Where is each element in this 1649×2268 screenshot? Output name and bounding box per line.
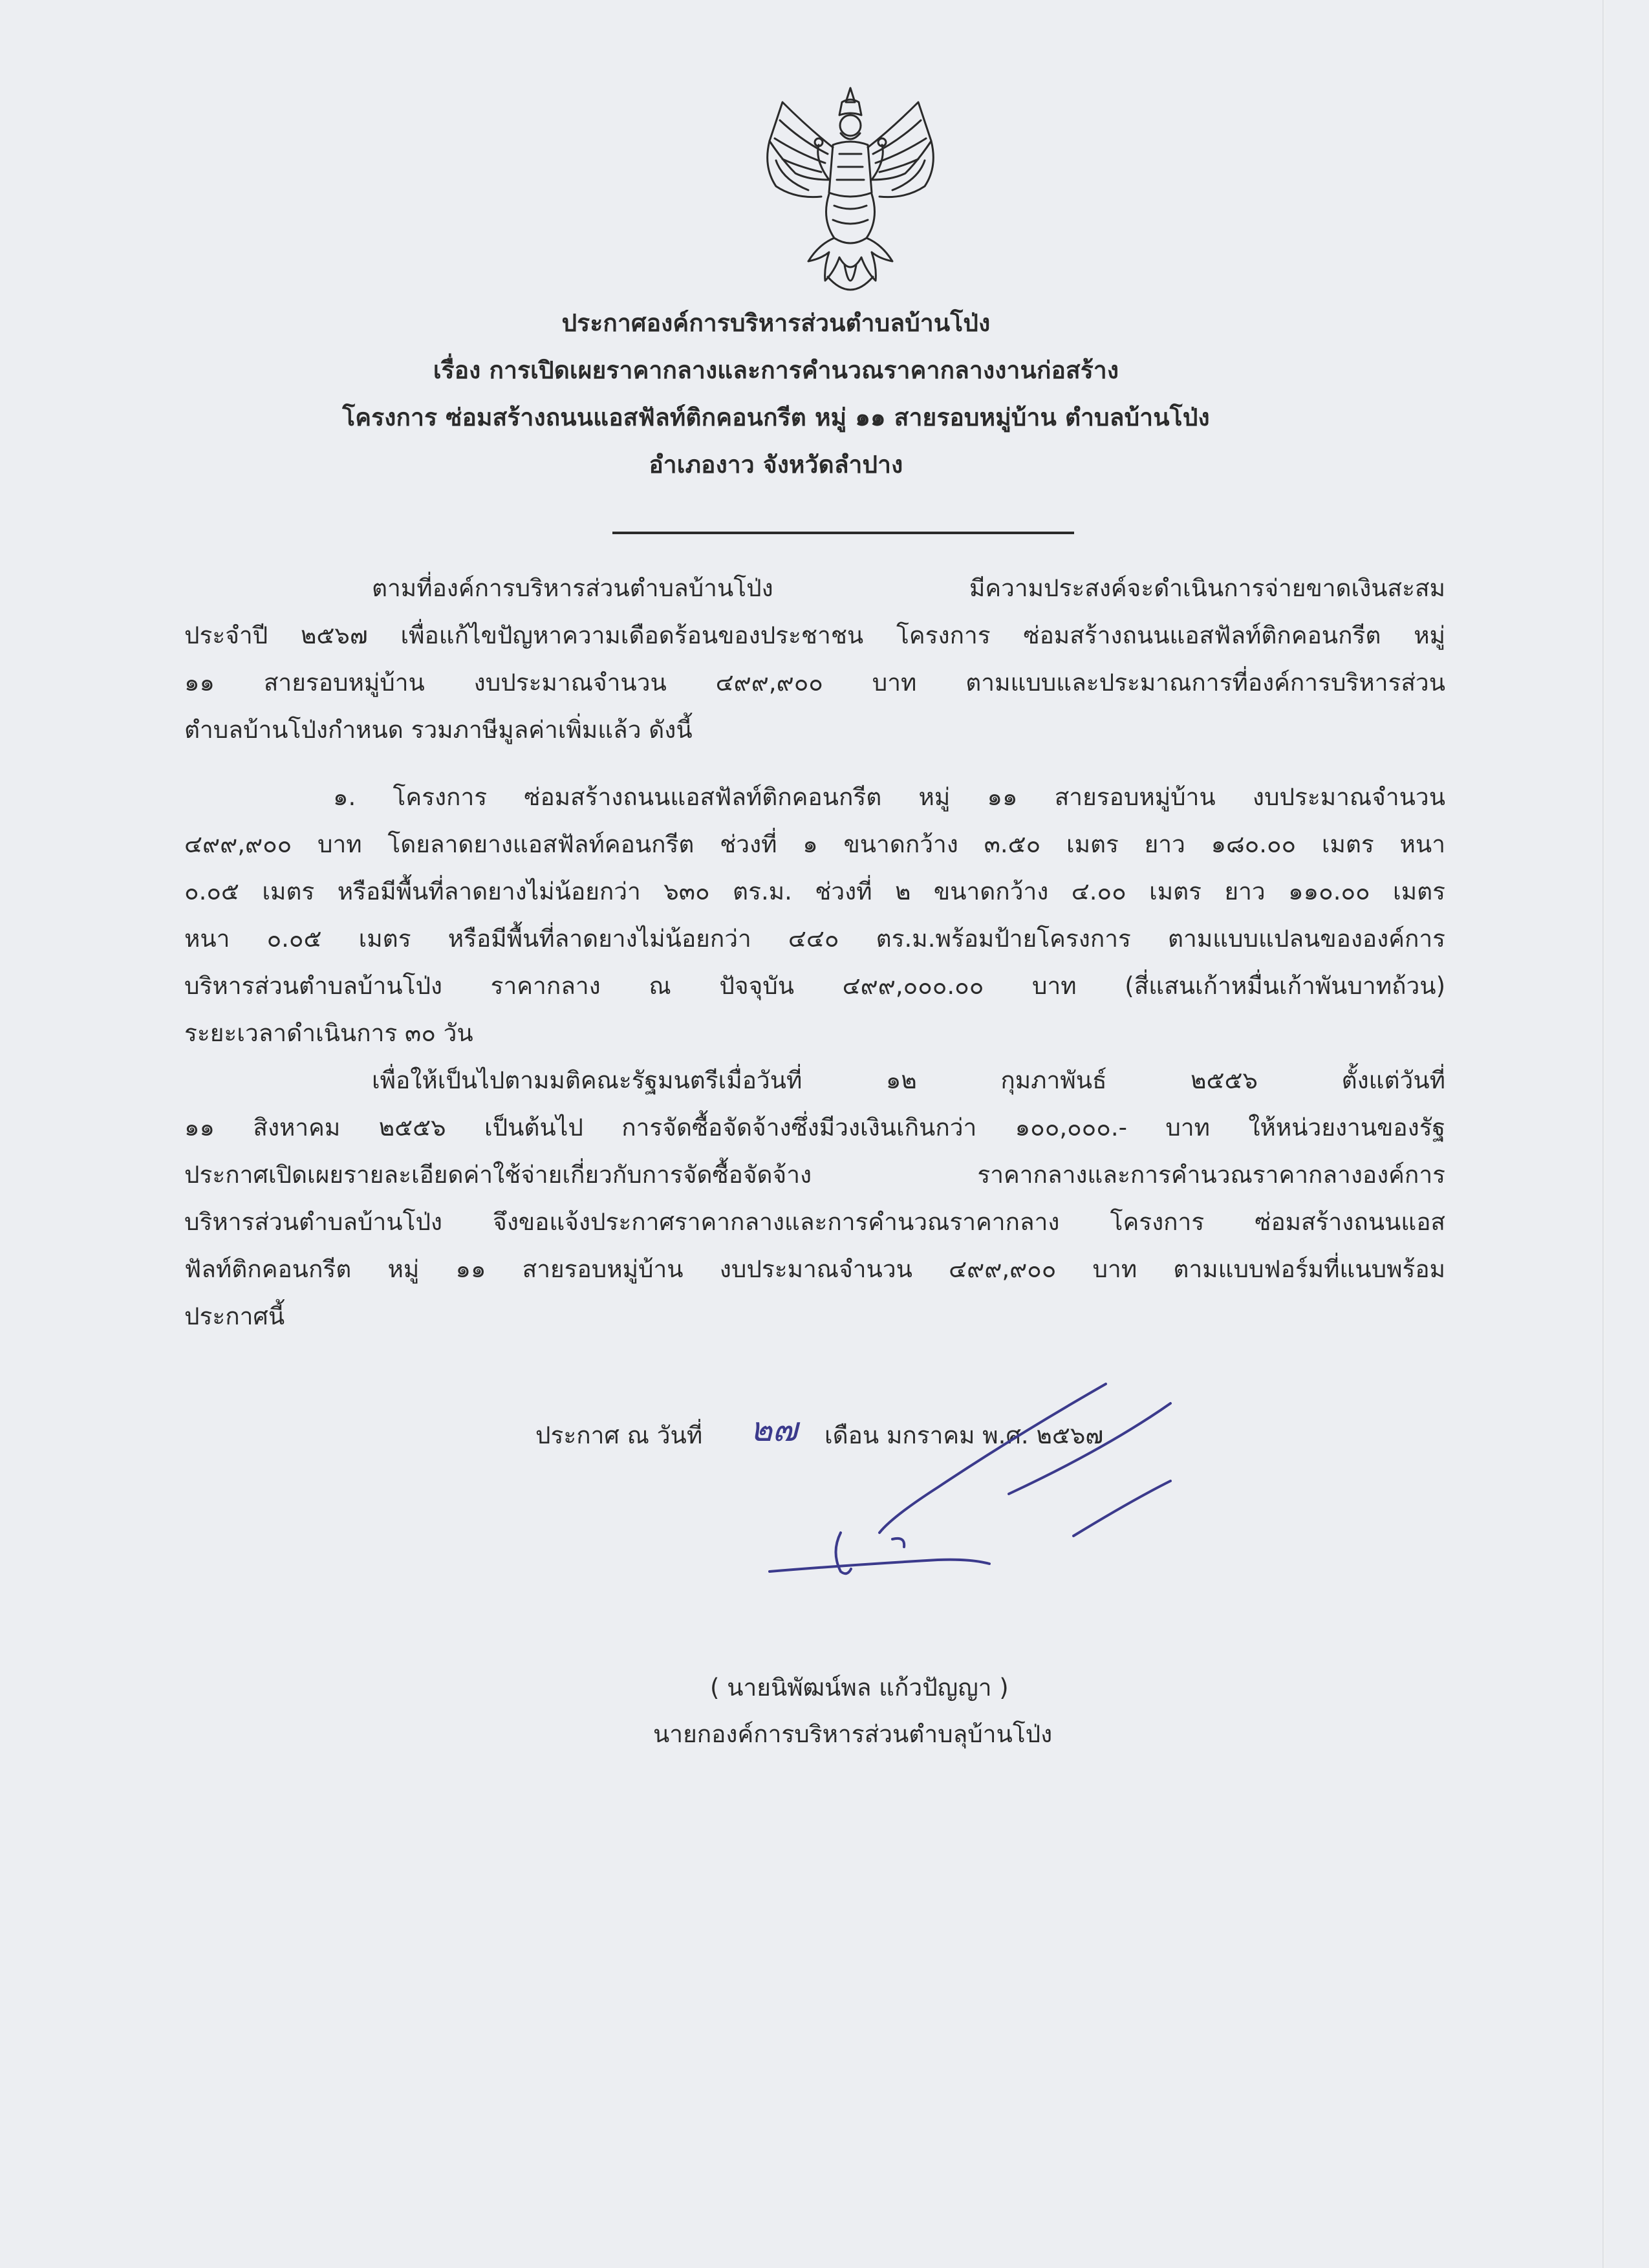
- handwritten-day: ๒๗: [750, 1410, 798, 1449]
- body-line: ๑๑ สิงหาคม ๒๕๕๖ เป็นต้นไป การจัดซื้อจัดจ้างซึ่งมีวงเงินเกินกว่า ๑๐๐,๐๐๐.- บาท ให้หน่วยงานของรัฐ: [184, 1114, 1445, 1141]
- signatory-name: ( นายนิพัฒน์พล แก้วปัญญา ): [710, 1674, 1009, 1701]
- body-line: ประกาศเปิดเผยรายละเอียดค่าใช้จ่ายเกี่ยวกับการจัดซื้อจัดจ้าง ราคากลางและการคำนวณราคากลางองค์การ: [184, 1161, 1445, 1189]
- subject-line: เรื่อง การเปิดเผยราคากลางและการคำนวณราคากลางงานก่อสร้าง: [433, 356, 1119, 384]
- body-line: ๔๙๙,๙๐๐ บาท โดยลาดยางแอสฟัลท์คอนกรีต ช่วงที่ ๑ ขนาดกว้าง ๓.๕๐ เมตร ยาว ๑๘๐.๐๐ เมตร หนา: [184, 830, 1445, 858]
- body-line: ระยะเวลาดำเนินการ ๓๐ วัน: [184, 1019, 473, 1047]
- paper-edge: [1602, 0, 1605, 2268]
- body-line: ตำบลบ้านโป่งกำหนด รวมภาษีมูลค่าเพิ่มแล้ว ดังนี้: [184, 716, 693, 744]
- garuda-emblem: [757, 83, 944, 306]
- body-line: หนา ๐.๐๕ เมตร หรือมีพื้นที่ลาดยางไม่น้อยกว่า ๔๔๐ ตร.ม.พร้อมป้ายโครงการ ตามแบบแปลนขององค์การ: [184, 925, 1445, 953]
- body-line: บริหารส่วนตำบลบ้านโป่ง ราคากลาง ณ ปัจจุบัน ๔๙๙,๐๐๐.๐๐ บาท (สี่แสนเก้าหมื่นเก้าพันบาทถ้วน): [184, 972, 1445, 1000]
- signature-mark: [744, 1377, 1209, 1591]
- date-suffix: เดือน มกราคม พ.ศ. ๒๕๖๗: [824, 1421, 1104, 1449]
- body-line: ตามที่องค์การบริหารส่วนตำบลบ้านโป่ง มีความประสงค์จะดำเนินการจ่ายขาดเงินสะสม: [372, 574, 1445, 602]
- body-line: ๑๑ สายรอบหมู่บ้าน งบประมาณจำนวน ๔๙๙,๙๐๐ บาท ตามแบบและประมาณการที่องค์การบริหารส่วน: [184, 669, 1445, 697]
- body-line: บริหารส่วนตำบลบ้านโป่ง จึงขอแจ้งประกาศราคากลางและการคำนวณราคากลาง โครงการ ซ่อมสร้างถนนแอส: [184, 1208, 1445, 1236]
- announcement-title: ประกาศองค์การบริหารส่วนตำบลบ้านโป่ง: [561, 309, 991, 337]
- body-line: ประจำปี ๒๕๖๗ เพื่อแก้ไขปัญหาความเดือดร้อนของประชาชน โครงการ ซ่อมสร้างถนนแอสฟัลท์ติกคอนกรีต หมู่: [184, 621, 1445, 649]
- title-divider: [612, 532, 1074, 534]
- body-line: ๐.๐๕ เมตร หรือมีพื้นที่ลาดยางไม่น้อยกว่า ๖๓๐ ตร.ม. ช่วงที่ ๒ ขนาดกว้าง ๔.๐๐ เมตร ยาว ๑๑๐.๐๐ เมตร: [184, 878, 1445, 905]
- signatory-position: นายกองค์การบริหารส่วนตำบลุบ้านโป่ง: [653, 1720, 1053, 1748]
- date-prefix: ประกาศ ณ วันที่: [535, 1421, 703, 1449]
- location-line: อำเภองาว จังหวัดลำปาง: [649, 451, 903, 479]
- body-line: เพื่อให้เป็นไปตามมติคณะรัฐมนตรีเมื่อวันที่ ๑๒ กุมภาพันธ์ ๒๕๕๖ ตั้งแต่วันที่: [372, 1066, 1445, 1094]
- body-line: ประกาศนี้: [184, 1302, 285, 1330]
- body-line: ๑. โครงการ ซ่อมสร้างถนนแอสฟัลท์ติกคอนกรีต หมู่ ๑๑ สายรอบหมู่บ้าน งบประมาณจำนวน: [333, 783, 1445, 811]
- project-title: โครงการ ซ่อมสร้างถนนแอสฟัลท์ติกคอนกรีต หมู่ ๑๑ สายรอบหมู่บ้าน ตำบลบ้านโป่ง: [342, 404, 1210, 431]
- body-line: ฟัลท์ติกคอนกรีต หมู่ ๑๑ สายรอบหมู่บ้าน งบประมาณจำนวน ๔๙๙,๙๐๐ บาท ตามแบบฟอร์มที่แนบพร้อม: [184, 1255, 1445, 1283]
